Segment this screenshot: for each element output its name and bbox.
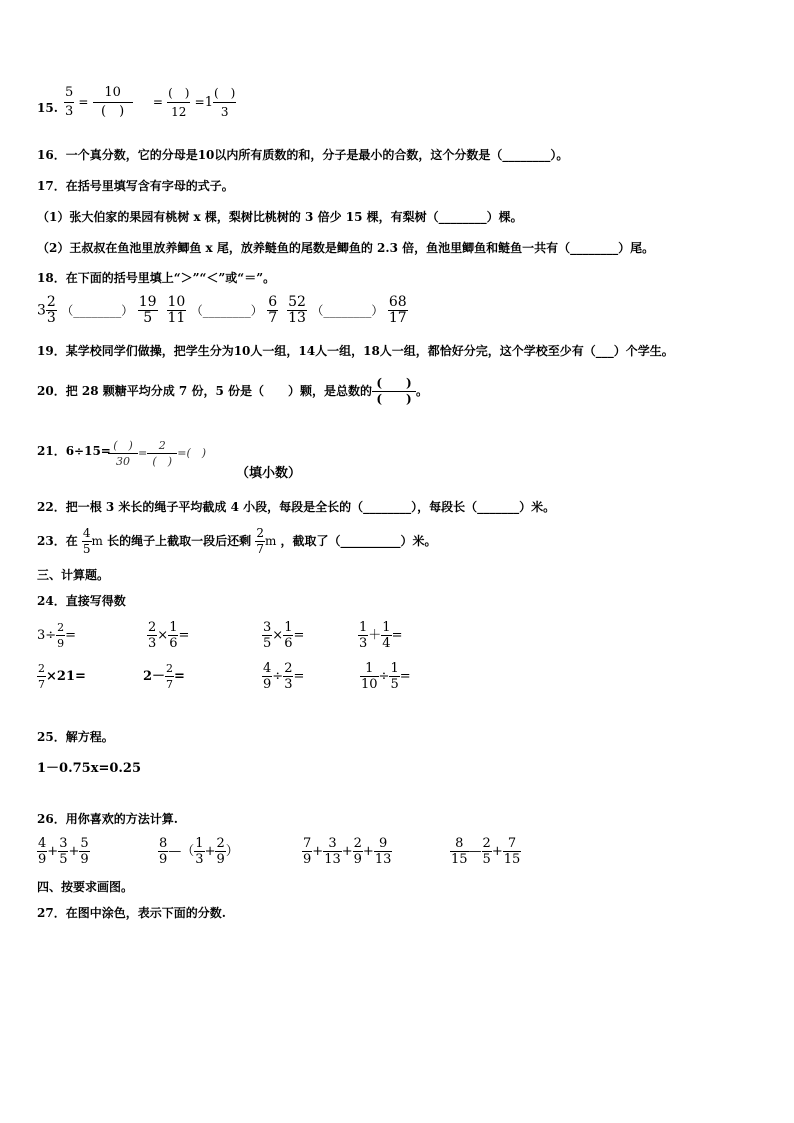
q20: 20．把 28 颗糖平均分成 7 份，5 份是（ ）颗，是总数的 ( ) ( ) 。	[37, 376, 429, 406]
fraction: ( ) 12	[168, 86, 190, 119]
q25-equation: 1－0.75x=0.25	[37, 761, 142, 776]
q15-expression: $\frac{5}{3}$ = 10 ( ) = ( ) 12 =1 ( ) 3	[65, 85, 236, 119]
q21-expression: ( ) 30 = 2 ( ) =( )	[108, 438, 206, 469]
q17: 17．在括号里填写含有字母的式子。	[37, 179, 234, 193]
section-3: 三、计算题。	[37, 568, 110, 582]
q24-h: $\frac{1}{10}$ ÷ $\frac{1}{5}$ =	[361, 661, 411, 692]
q19: 19．某学校同学们做操，把学生分为10人一组，14人一组，18人一组，都恰好分完，这个学校至少有（___）个学生。	[37, 344, 674, 358]
q27: 27．在图中涂色，表示下面的分数.	[37, 906, 226, 920]
q21: 21．6÷15=	[37, 444, 111, 458]
q26-d: $\frac{8}{15}$ — $\frac{2}{5}$ + $\frac{7}{15}$	[451, 836, 521, 867]
fraction: ( ) 3	[213, 86, 236, 119]
q17-2: （2）王叔叔在鱼池里放养鲫鱼 x 尾，放养鲢鱼的尾数是鲫鱼的 2.3 倍，鱼池里鲫鱼和鲢鱼一共有（________）尾。	[37, 241, 655, 255]
q24-f: 2－ $\frac{2}{7}$ =	[143, 662, 185, 691]
q21-hint: （填小数）	[236, 466, 302, 481]
q25: 25．解方程。	[37, 730, 114, 744]
q24-b: $\frac{2}{3}$ × $\frac{1}{6}$ =	[148, 620, 190, 651]
fraction: 10 ( )	[93, 84, 133, 121]
q18: 18．在下面的括号里填上“＞”“＜”或“＝”。	[37, 271, 276, 285]
q24: 24．直接写得数	[37, 594, 126, 608]
q24-a: 3÷ $\frac{2}{9}$ =	[37, 621, 77, 650]
q26-c: $\frac{7}{9}$ + $\frac{3}{13}$ + $\frac{2}{9}$ + $\frac{9}{13}$	[303, 836, 392, 867]
q22: 22．把一根 3 米长的绳子平均截成 4 小段，每段是全长的（________），每段长（_______）米。	[37, 500, 556, 514]
q18-comparisons: 3 $\frac{2}{3}$ （________） $\frac{19}{5}$ $\frac{10}{11}$ （________） $\frac{6}{7}$ $\frac{52}{13}$ （________） $\frac{68}{17}$	[37, 294, 407, 326]
q24-e: $\frac{2}{7}$ ×21=	[38, 662, 86, 691]
q24-d: $\frac{1}{3}$ ＋ $\frac{1}{4}$ =	[359, 620, 403, 651]
q26-a: $\frac{4}{9}$ + $\frac{3}{5}$ + $\frac{5}{9}$	[38, 836, 89, 867]
q16: 16．一个真分数，它的分母是10以内所有质数的和，分子是最小的合数，这个分数是（________）。	[37, 148, 569, 162]
q17-1: （1）张大伯家的果园有桃树 x 棵，梨树比桃树的 3 倍少 15 棵，有梨树（________）棵。	[37, 210, 523, 224]
q24-c: $\frac{3}{5}$ × $\frac{1}{6}$ =	[263, 620, 305, 651]
section-4: 四、按要求画图。	[37, 880, 134, 894]
q15-number: 15.	[37, 101, 58, 115]
q24-g: $\frac{4}{9}$ ÷ $\frac{2}{3}$ =	[263, 661, 305, 692]
q26-b: $\frac{8}{9}$ —（ $\frac{1}{3}$ + $\frac{2}{9}$ ）	[159, 836, 239, 867]
q23: 23．在 $\frac{4}{5}$ m 长的绳子上截取一段后还剩 $\frac{2}{7}$ m ，截取了（__________）米。	[37, 526, 437, 556]
q26: 26．用你喜欢的方法计算.	[37, 812, 178, 826]
fraction: $\frac{5}{3}$	[65, 85, 74, 119]
